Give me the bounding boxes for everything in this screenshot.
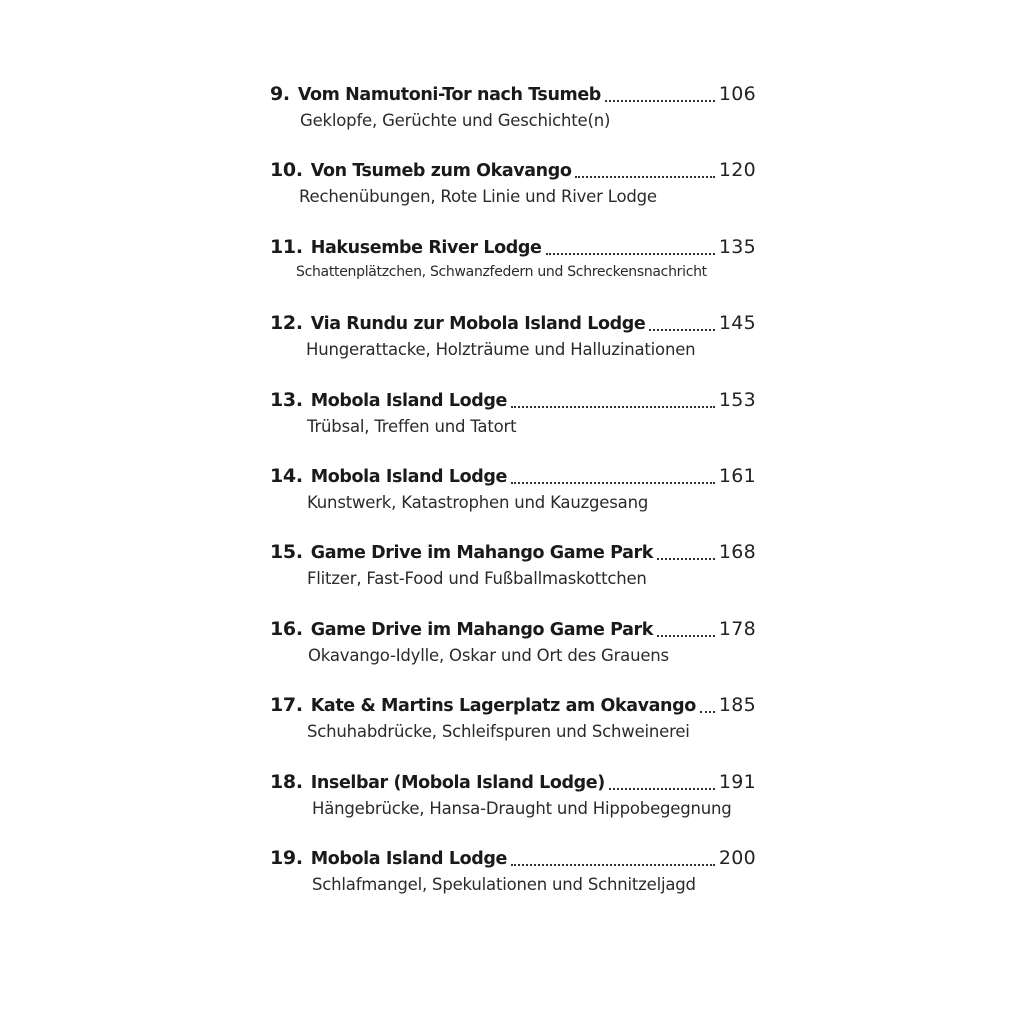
chapter-subtitle: Rechenübungen, Rote Linie und River Lodge xyxy=(299,187,657,207)
chapter-number: 18. xyxy=(270,770,303,793)
chapter-number: 9. xyxy=(270,83,290,105)
dot-leader xyxy=(575,176,714,178)
chapter-title: Mobola Island Lodge xyxy=(310,848,507,869)
dot-leader xyxy=(649,329,714,331)
chapter-number: 15. xyxy=(270,541,303,564)
toc-entry xyxy=(270,231,756,307)
toc-entry xyxy=(270,78,756,154)
chapter-number: 16. xyxy=(270,617,303,640)
toc-entry xyxy=(270,384,756,460)
dot-leader xyxy=(700,711,715,713)
toc-entry-heading xyxy=(270,307,756,339)
page-number: 161 xyxy=(718,464,756,487)
chapter-subtitle: Trübsal, Treffen und Tatort xyxy=(307,416,517,436)
chapter-subtitle: Schlafmangel, Spekulationen und Schnitzeljagd xyxy=(312,874,696,894)
toc-entry xyxy=(270,766,756,842)
dot-leader xyxy=(657,558,715,560)
toc-entry xyxy=(270,307,756,383)
chapter-number: 11. xyxy=(270,235,303,258)
chapter-subtitle: Schattenplätzchen, Schwanzfedern und Schreckensnachricht xyxy=(296,263,707,280)
page-number: 168 xyxy=(718,541,756,564)
dot-leader xyxy=(609,788,715,790)
dot-leader xyxy=(605,100,715,102)
page-number: 106 xyxy=(718,83,756,105)
dot-leader xyxy=(511,406,715,408)
toc-entry-heading xyxy=(270,689,756,721)
chapter-number: 19. xyxy=(270,846,303,869)
toc-entry-heading xyxy=(270,766,756,798)
page-number: 200 xyxy=(718,846,756,869)
chapter-subtitle: Kunstwerk, Katastrophen und Kauzgesang xyxy=(307,492,649,512)
page-number: 178 xyxy=(718,617,756,640)
chapter-title: Game Drive im Mahango Game Park xyxy=(310,619,653,640)
chapter-number: 10. xyxy=(270,159,303,182)
chapter-subtitle: Schuhabdrücke, Schleifspuren und Schweinerei xyxy=(307,722,690,742)
toc-entry-heading xyxy=(270,536,756,568)
dot-leader xyxy=(511,482,715,484)
chapter-title: Game Drive im Mahango Game Park xyxy=(310,543,653,564)
chapter-title: Inselbar (Mobola Island Lodge) xyxy=(310,772,605,793)
chapter-title: Kate & Martins Lagerplatz am Okavango xyxy=(310,696,696,717)
chapter-subtitle: Okavango-Idylle, Oskar und Ort des Grauens xyxy=(308,645,669,665)
page-number: 145 xyxy=(718,312,756,335)
chapter-title: Mobola Island Lodge xyxy=(310,390,507,411)
chapter-subtitle: Flitzer, Fast-Food und Fußballmaskottchen xyxy=(307,569,647,589)
toc-entry-heading xyxy=(270,154,756,186)
chapter-number: 14. xyxy=(270,464,303,487)
chapter-title: Von Tsumeb zum Okavango xyxy=(310,161,572,182)
chapter-number: 12. xyxy=(270,312,303,335)
toc-entry-heading xyxy=(270,78,756,110)
chapter-title: Via Rundu zur Mobola Island Lodge xyxy=(310,314,646,335)
table-of-contents xyxy=(270,78,756,918)
page-number: 185 xyxy=(718,694,756,717)
toc-entry xyxy=(270,613,756,689)
chapter-subtitle: Hungerattacke, Holzträume und Halluzinationen xyxy=(306,340,696,360)
toc-entry xyxy=(270,154,756,230)
toc-entry xyxy=(270,689,756,765)
toc-entry-heading xyxy=(270,842,756,874)
toc-entry-heading xyxy=(270,613,756,645)
chapter-title: Hakusembe River Lodge xyxy=(310,237,542,258)
page-number: 135 xyxy=(718,235,756,258)
dot-leader xyxy=(546,253,715,255)
toc-entry-heading xyxy=(270,460,756,492)
dot-leader xyxy=(657,635,715,637)
toc-entry-heading xyxy=(270,231,756,263)
chapter-subtitle: Geklopfe, Gerüchte und Geschichte(n) xyxy=(300,111,611,130)
toc-entry-heading xyxy=(270,384,756,416)
chapter-number: 13. xyxy=(270,388,303,411)
chapter-number: 17. xyxy=(270,694,303,717)
page-number: 120 xyxy=(718,159,756,182)
dot-leader xyxy=(511,864,715,866)
chapter-title: Vom Namutoni-Tor nach Tsumeb xyxy=(297,85,601,105)
page-number: 191 xyxy=(718,770,756,793)
chapter-subtitle: Hängebrücke, Hansa-Draught und Hippobegegnung xyxy=(312,798,732,818)
page-number: 153 xyxy=(718,388,756,411)
toc-entry xyxy=(270,842,756,918)
toc-entry xyxy=(270,536,756,612)
chapter-title: Mobola Island Lodge xyxy=(310,466,507,487)
toc-entry xyxy=(270,460,756,536)
